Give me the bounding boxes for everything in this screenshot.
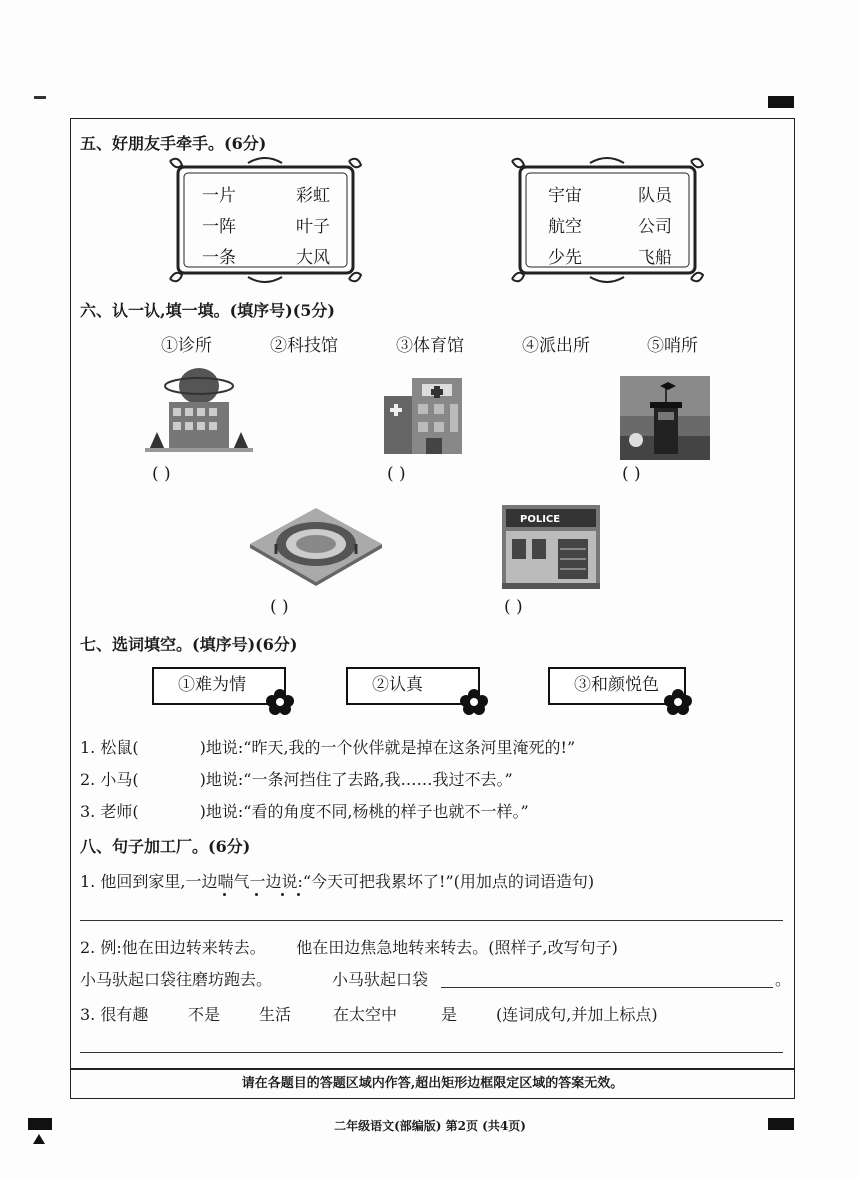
answer-blank[interactable]: ( )	[504, 597, 523, 617]
answer-line-q3[interactable]	[80, 1052, 783, 1053]
option-police-station: ④派出所	[522, 336, 590, 356]
flower-icon	[264, 688, 296, 716]
science-museum-image	[145, 362, 253, 454]
right-col1-item: 少先	[548, 248, 582, 268]
left-col2-item: 彩虹	[296, 186, 330, 206]
q3-word: 3. 很有趣	[80, 1005, 149, 1024]
section5-heading: 五、好朋友手牵手。(6分)	[80, 134, 267, 153]
flower-icon	[662, 688, 694, 716]
left-col2-item: 大风	[296, 248, 330, 268]
option-science-museum: ②科技馆	[270, 336, 338, 356]
right-col2-item: 公司	[638, 217, 672, 237]
left-col1-item: 一阵	[202, 217, 236, 237]
right-col2-item: 飞船	[638, 248, 672, 268]
q3-word: 不是	[188, 1005, 221, 1024]
fill-sentence-2[interactable]: 2. 小马( )地说:“一条河挡住了去路,我……我过不去。”	[80, 770, 513, 789]
section8-heading: 八、句子加工厂。(6分)	[80, 837, 251, 856]
q3-word: 生活	[259, 1005, 292, 1024]
triangle-marker-icon	[33, 1134, 45, 1144]
fill-sentence-1[interactable]: 1. 松鼠( )地说:“昨天,我的一个伙伴就是掉在这条河里淹死的!”	[80, 738, 576, 757]
q2-period: 。	[775, 970, 792, 989]
police-sign: POLICE	[520, 514, 561, 525]
sentry-post-image	[620, 376, 710, 460]
ornate-box-left	[168, 155, 363, 285]
answer-blank[interactable]: ( )	[270, 597, 289, 617]
ornate-box-right	[510, 155, 705, 285]
flower-icon	[458, 688, 490, 716]
word-option-label: ②认真	[372, 675, 423, 695]
emphasis-dot	[223, 893, 226, 896]
option-clinic: ①诊所	[161, 336, 212, 356]
page-footer: 二年级语文(部编版) 第2页 (共4页)	[334, 1119, 526, 1133]
q3-word: 是	[441, 1005, 458, 1024]
left-col1-item: 一片	[202, 186, 236, 206]
option-sentry-post: ⑤哨所	[647, 336, 698, 356]
q3-instruction: (连词成句,并加上标点)	[496, 1005, 658, 1024]
option-stadium: ③体育馆	[396, 336, 464, 356]
right-col1-item: 航空	[548, 217, 582, 237]
emphasis-dot	[297, 893, 300, 896]
left-col2-item: 叶子	[296, 217, 330, 237]
right-col2-item: 队员	[638, 186, 672, 206]
scan-speck	[34, 96, 46, 99]
q2-task-original: 小马驮起口袋往磨坊跑去。	[80, 970, 273, 989]
q1-text: 1. 他回到家里,一边喘气一边说:“今天可把我累坏了!”(用加点的词语造句)	[80, 872, 595, 891]
left-col1-item: 一条	[202, 248, 236, 268]
registration-mark-top-right	[768, 96, 794, 108]
q2-task-start: 小马驮起口袋	[332, 970, 429, 989]
police-station-image	[502, 505, 600, 589]
q2-example: 2. 例:他在田边转来转去。 他在田边焦急地转来转去。(照样子,改写句子)	[80, 938, 618, 957]
word-option-label: ③和颜悦色	[574, 675, 659, 695]
section7-heading: 七、选词填空。(填序号)(6分)	[80, 635, 298, 654]
answer-line-q2[interactable]	[441, 987, 773, 988]
answer-blank[interactable]: ( )	[622, 464, 641, 484]
right-col1-item: 宇宙	[548, 186, 582, 206]
stadium-image	[246, 500, 386, 586]
answer-blank[interactable]: ( )	[387, 464, 406, 484]
answer-area-notice: 请在各题目的答题区域内作答,超出矩形边框限定区域的答案无效。	[70, 1069, 795, 1099]
emphasis-dot	[255, 893, 258, 896]
answer-blank[interactable]: ( )	[152, 464, 171, 484]
clinic-image	[382, 374, 476, 456]
q3-word: 在太空中	[333, 1005, 398, 1024]
fill-sentence-3[interactable]: 3. 老师( )地说:“看的角度不同,杨桃的样子也就不一样。”	[80, 802, 529, 821]
answer-line-q1[interactable]	[80, 920, 783, 921]
emphasis-dot	[281, 893, 284, 896]
section6-heading: 六、认一认,填一填。(填序号)(5分)	[80, 301, 335, 320]
word-option-label: ①难为情	[178, 675, 246, 695]
